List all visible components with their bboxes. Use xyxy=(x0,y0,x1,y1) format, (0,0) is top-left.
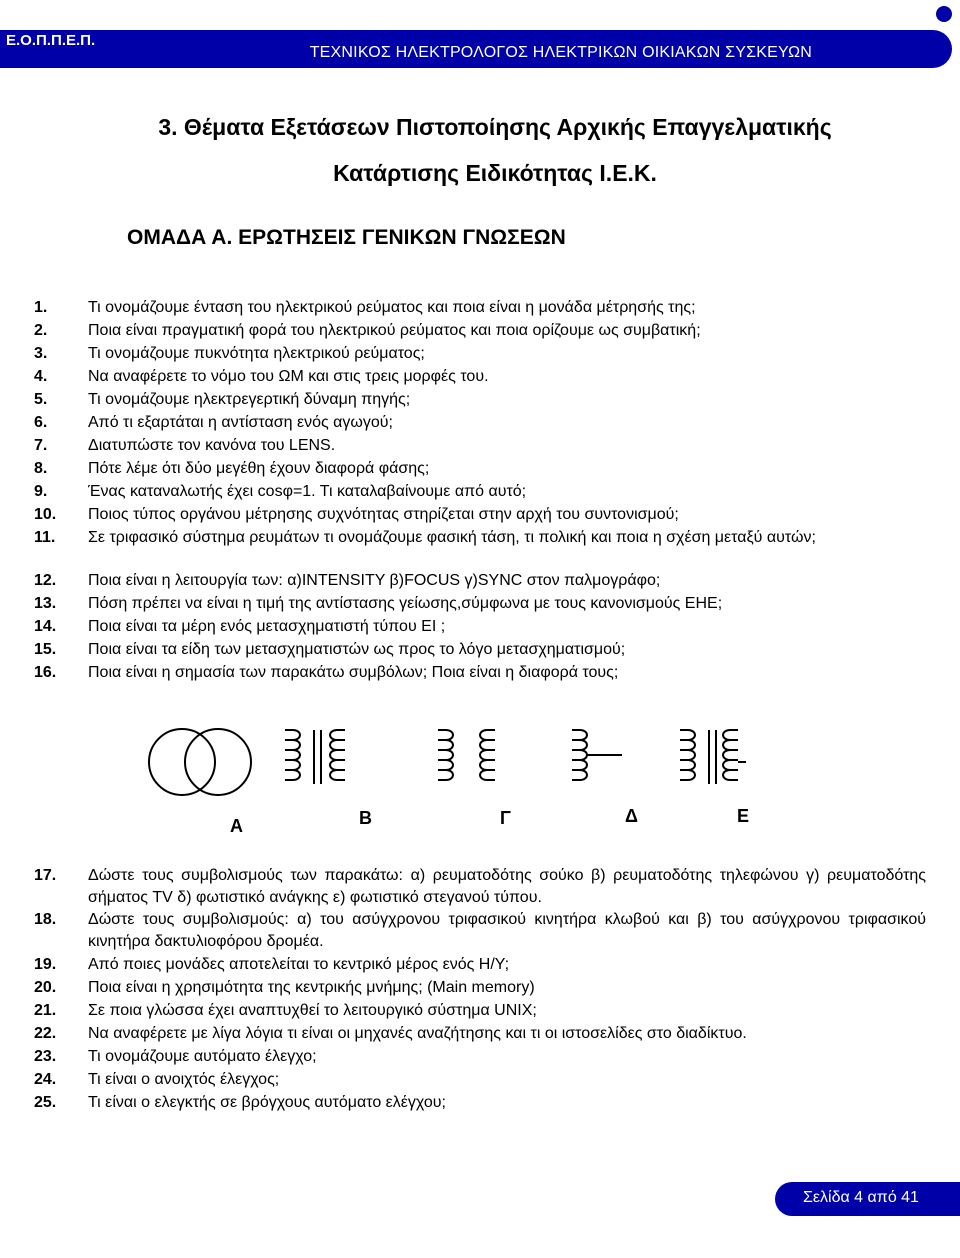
symbol-label-a: Α xyxy=(230,816,243,836)
question-text: Τι ονομάζουμε ηλεκτρεγερτική δύναμη πηγής; xyxy=(88,391,411,408)
question-item xyxy=(34,662,926,684)
question-number: 7. xyxy=(34,437,48,454)
question-number: 17. xyxy=(34,867,57,884)
question-text: Από τι εξαρτάται η αντίσταση ενός αγωγού; xyxy=(88,414,393,431)
question-item xyxy=(34,593,926,615)
question-number: 24. xyxy=(34,1071,57,1088)
question-number: 2. xyxy=(34,322,48,339)
question-number: 3. xyxy=(34,345,48,362)
question-text: Ποια είναι πραγματική φορά του ηλεκτρικού ρεύματος και ποια ορίζουμε ως συμβατική; xyxy=(88,322,701,339)
header-bar xyxy=(0,30,952,68)
question-number: 16. xyxy=(34,664,57,681)
question-text: Τι είναι ο ανοιχτός έλεγχος; xyxy=(88,1071,280,1088)
question-text: Τι είναι ο ελεγκτής σε βρόγχους αυτόματο ελέγχου; xyxy=(88,1094,446,1111)
question-item xyxy=(34,527,926,549)
question-number: 1. xyxy=(34,299,48,316)
question-text: Ποιος τύπος οργάνου μέτρησης συχνότητας στηρίζεται στην αρχή του συντονισμού; xyxy=(88,506,679,523)
question-item xyxy=(34,639,926,661)
question-number: 13. xyxy=(34,595,57,612)
question-number: 21. xyxy=(34,1002,57,1019)
question-number: 5. xyxy=(34,391,48,408)
symbol-c-air-core-icon xyxy=(438,730,495,780)
header-org: Ε.Ο.Π.Π.Ε.Π. xyxy=(6,32,96,49)
question-item xyxy=(34,412,926,434)
symbol-label-d: Δ xyxy=(625,806,638,826)
page-title-line1: 3. Θέματα Εξετάσεων Πιστοποίησης Αρχικής Επαγγελματικής xyxy=(158,114,832,140)
question-number: 4. xyxy=(34,368,48,385)
section-heading: ΟΜΑΔΑ Α. ΕΡΩΤΗΣΕΙΣ ΓΕΝΙΚΩΝ ΓΝΩΣΕΩΝ xyxy=(127,226,566,249)
question-text: Ποια είναι η σημασία των παρακάτω συμβόλων; Ποια είναι η διαφορά τους; xyxy=(88,664,619,681)
question-item xyxy=(34,458,926,480)
question-text: Τι ονομάζουμε αυτόματο έλεγχο; xyxy=(88,1048,317,1065)
question-number: 12. xyxy=(34,572,57,589)
question-number: 8. xyxy=(34,460,48,477)
symbol-d-autotransformer-icon xyxy=(572,730,622,780)
question-item xyxy=(34,909,926,953)
question-text: Ποια είναι η λειτουργία των: α)INTENSITY β)FOCUS γ)SYNC στον παλμογράφο; xyxy=(88,572,661,589)
question-item xyxy=(34,297,926,319)
question-text: Διατυπώστε τον κανόνα του LENS. xyxy=(88,437,336,454)
symbol-b-transformer-core-icon xyxy=(285,730,345,784)
header-title: ΤΕΧΝΙΚΟΣ ΗΛΕΚΤΡΟΛΟΓΟΣ ΗΛΕΚΤΡΙΚΩΝ ΟΙΚΙΑΚΩΝ ΣΥΣΚΕΥΩΝ xyxy=(309,44,812,61)
question-item xyxy=(34,366,926,388)
question-number: 11. xyxy=(34,529,56,546)
symbol-label-e: Ε xyxy=(737,806,750,826)
question-item xyxy=(34,435,926,457)
question-number: 25. xyxy=(34,1094,57,1111)
symbol-label-b: Β xyxy=(359,808,372,828)
question-text: Ποια είναι η χρησιμότητα της κεντρικής μνήμης; (Main memory) xyxy=(88,979,535,996)
question-text: Σε τριφασικό σύστημα ρευμάτων τι ονομάζουμε φασική τάση, τι πολική και ποια η σχέση μεταξύ αυτών; xyxy=(88,529,816,546)
question-item xyxy=(34,504,926,526)
question-text: Να αναφέρετε το νόμο του ΩΜ και στις τρεις μορφές του. xyxy=(88,368,489,385)
question-item xyxy=(34,616,926,638)
question-text: Δώστε τους συμβολισμούς: α) του ασύγχρονου τριφασικού κινητήρα κλωβού και β) του ασύγχρονου τριφασικού κινητήρα δακτυλιοφόρου δρομέα. xyxy=(88,911,926,950)
question-number: 19. xyxy=(34,956,57,973)
question-number: 9. xyxy=(34,483,48,500)
question-number: 6. xyxy=(34,414,48,431)
question-text: Τι ονομάζουμε πυκνότητα ηλεκτρικού ρεύματος; xyxy=(88,345,425,362)
question-item xyxy=(34,977,926,999)
question-text: Να αναφέρετε με λίγα λόγια τι είναι οι μηχανές αναζήτησης και τι οι ιστοσελίδες στο διαδίκτυο. xyxy=(88,1025,747,1042)
question-text: Ένας καταναλωτής έχει cosφ=1. Τι καταλαβαίνουμε από αυτό; xyxy=(88,483,527,500)
question-item xyxy=(34,1000,926,1022)
question-number: 10. xyxy=(34,506,57,523)
footer-bar xyxy=(775,1182,960,1216)
symbol-a-two-circles-icon xyxy=(149,729,251,795)
page-number: Σελίδα 4 από 41 xyxy=(803,1189,919,1206)
question-item xyxy=(34,1023,926,1045)
corner-dot xyxy=(936,6,952,22)
question-number: 18. xyxy=(34,911,57,928)
question-text: Τι ονομάζουμε ένταση του ηλεκτρικού ρεύματος και ποια είναι η μονάδα μέτρησής της; xyxy=(88,299,696,316)
question-text: Πότε λέμε ότι δύο μεγέθη έχουν διαφορά φάσης; xyxy=(88,460,430,477)
page-title-line2: Κατάρτισης Ειδικότητας Ι.Ε.Κ. xyxy=(333,160,657,186)
question-text: Σε ποια γλώσσα έχει αναπτυχθεί το λειτουργικό σύστημα UNIX; xyxy=(88,1002,537,1019)
question-text: Πόση πρέπει να είναι η τιμή της αντίστασης γείωσης,σύμφωνα με τους κανονισμούς ΕΗΕ; xyxy=(88,595,723,612)
question-item xyxy=(34,320,926,342)
question-item xyxy=(34,954,926,976)
question-number: 23. xyxy=(34,1048,57,1065)
question-text: Δώστε τους συμβολισμούς των παρακάτω: α) ρευματοδότης σούκο β) ρευματοδότης τηλεφώνου γ) ρευματοδότης σήματος TV δ) φωτιστικό ανάγκης ε) φωτιστικό στεγανού τύπου. xyxy=(88,867,926,906)
question-item xyxy=(34,343,926,365)
question-item xyxy=(34,865,926,909)
question-number: 20. xyxy=(34,979,57,996)
question-text: Από ποιες μονάδες αποτελείται το κεντρικό μέρος ενός Η/Υ; xyxy=(88,956,510,973)
question-item xyxy=(34,1092,926,1114)
question-item xyxy=(34,1069,926,1091)
symbol-e-tapped-transformer-icon xyxy=(680,730,746,784)
question-item xyxy=(34,1046,926,1068)
question-item xyxy=(34,481,926,503)
question-text: Ποια είναι τα μέρη ενός μετασχηματιστή τύπου ΕΙ ; xyxy=(88,618,446,635)
question-number: 15. xyxy=(34,641,57,658)
symbol-label-c: Γ xyxy=(500,808,511,828)
question-number: 14. xyxy=(34,618,57,635)
question-text: Ποια είναι τα είδη των μετασχηματιστών ως προς το λόγο μετασχηματισμού; xyxy=(88,641,626,658)
question-number: 22. xyxy=(34,1025,57,1042)
question-item xyxy=(34,570,926,592)
question-item xyxy=(34,389,926,411)
